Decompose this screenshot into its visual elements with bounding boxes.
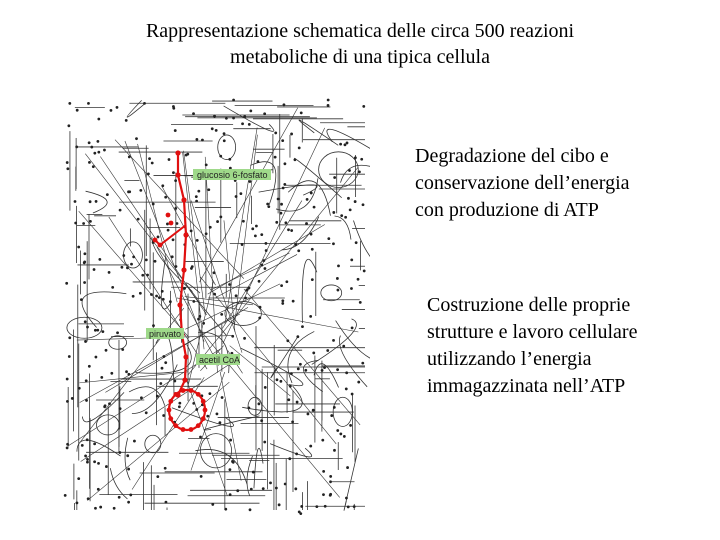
catabolism-text <box>415 143 630 224</box>
anabolism-line-4: immagazzinata nell’ATP <box>427 375 626 397</box>
glucose-6-phosphate-label <box>193 169 271 180</box>
catabolism-line-3: con produzione di ATP <box>415 199 599 221</box>
metabolic-network-diagram <box>60 95 370 515</box>
anabolism-line-3: utilizzando l’energia <box>427 348 592 370</box>
anabolism-text <box>427 292 637 400</box>
acetyl-coa-label <box>196 354 240 365</box>
anabolism-line-2: strutture e lavoro cellulare <box>427 321 638 343</box>
catabolism-line-1: Degradazione del cibo e <box>415 145 609 167</box>
svg-text:acetil CoA: acetil CoA <box>199 355 241 365</box>
page-title <box>60 18 660 70</box>
catabolism-line-2: conservazione dell’energia <box>415 172 630 194</box>
svg-text:glucosio 6-fosfato: glucosio 6-fosfato <box>197 170 268 180</box>
title-line-2: metaboliche di una tipica cellula <box>230 46 490 68</box>
pyruvate-label <box>146 328 184 339</box>
reaction-network <box>67 100 370 510</box>
metabolic-map <box>60 95 370 515</box>
svg-text:piruvato: piruvato <box>149 329 182 339</box>
anabolism-line-1: Costruzione delle proprie <box>427 294 631 316</box>
title-line-1: Rappresentazione schematica delle circa 500 reazioni <box>145 20 575 42</box>
